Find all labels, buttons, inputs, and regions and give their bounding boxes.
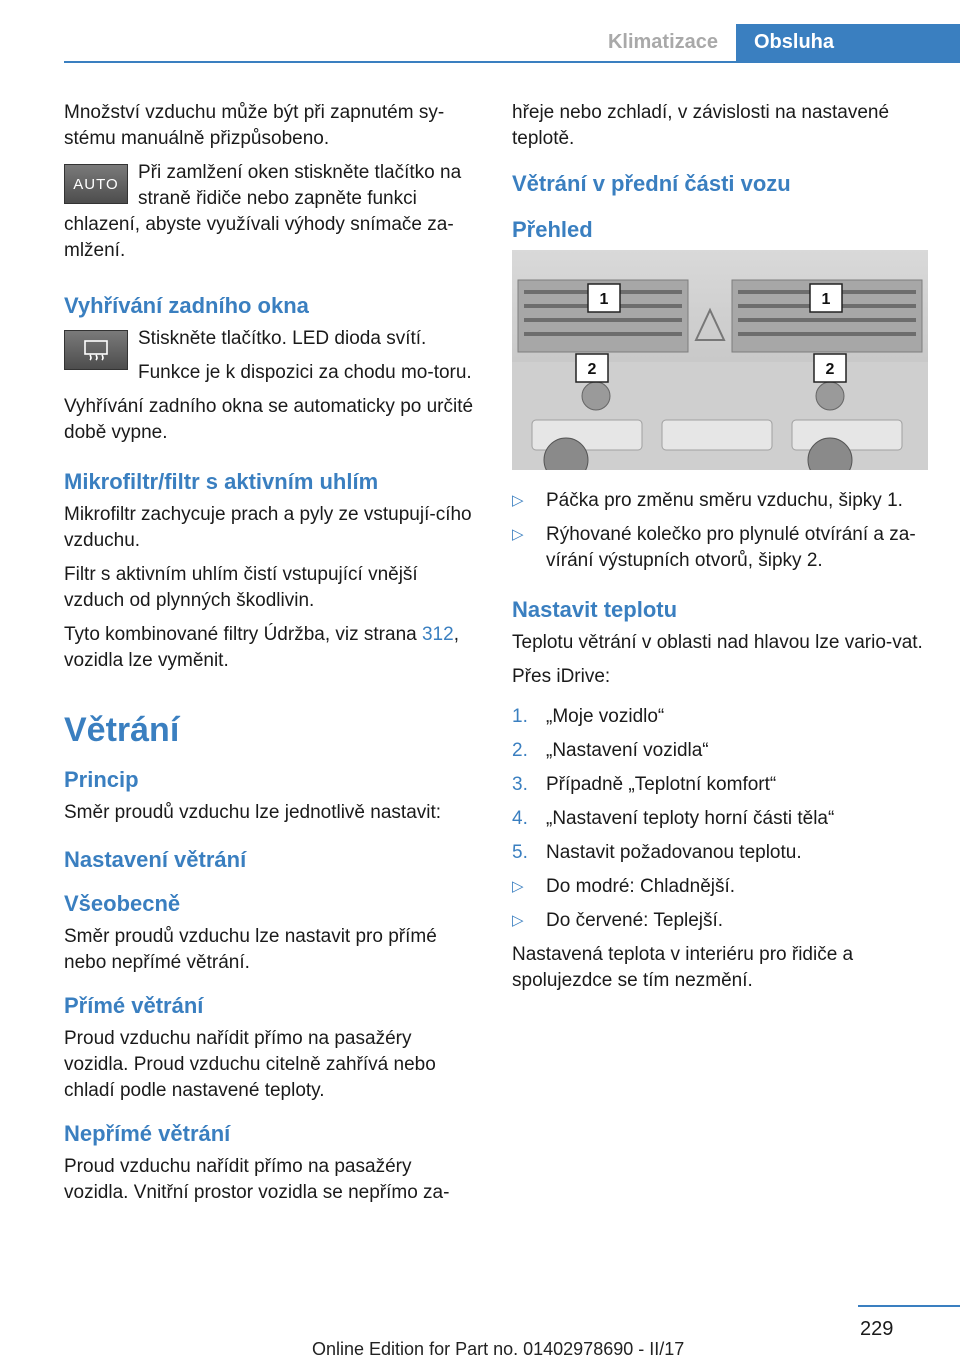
edition-note: Online Edition for Part no. 01402978690 - II/17 — [312, 1339, 685, 1359]
heading-filter: Mikrofiltr/filtr s aktivním uhlím — [64, 469, 379, 494]
triangle-bullet-icon: ▷ — [512, 878, 524, 895]
triangle-bullet-icon: ▷ — [512, 492, 524, 509]
triangle-bullet-icon: ▷ — [512, 526, 524, 543]
vent-photo — [512, 250, 928, 470]
svg-text:2: 2 — [587, 361, 597, 378]
page-number: 229 — [860, 1318, 894, 1340]
right-column — [512, 100, 930, 1002]
step-number: 5. — [512, 842, 528, 863]
triangle-bullet-icon: ▷ — [512, 912, 524, 929]
auto-paragraph — [64, 160, 476, 272]
list-item — [512, 488, 930, 514]
paragraph: Mikrofiltr zachycuje prach a pyly ze vstupují-cího vzduchu. — [64, 504, 472, 551]
list-item — [512, 806, 930, 832]
paragraph — [64, 622, 476, 674]
paragraph: Přes iDrive: — [512, 666, 611, 687]
rear-defrost-icon — [64, 330, 128, 370]
paragraph: Směr proudů vzduchu lze jednotlivě nastavit: — [64, 802, 442, 823]
list-item — [512, 908, 930, 934]
svg-text:2: 2 — [825, 361, 835, 378]
paragraph: Proud vzduchu nařídit přímo na pasažéry vozidla. Vnitřní prostor vozidla se nepřímo za- — [64, 1156, 450, 1203]
knurled-wheel-right — [816, 382, 844, 410]
list-item — [512, 704, 930, 730]
list-item-text: Do červené: Teplejší. — [546, 910, 724, 931]
rear-window-block — [64, 326, 476, 394]
left-column — [64, 100, 476, 1214]
heading-general: Všeobecně — [64, 891, 181, 916]
paragraph: Nastavená teplota v interiéru pro řidiče a spolujezdce se tím nezmění. — [512, 944, 854, 991]
list-item — [512, 840, 930, 866]
header-rule — [64, 61, 960, 63]
text: Tyto kombinované filtry Údržba, viz strana — [64, 624, 422, 645]
callout-arrow-2-left — [576, 354, 608, 382]
list-item-text: Páčka pro změnu směru vzduchu, šipky 1. — [546, 490, 903, 511]
callout-arrow-2-right — [814, 354, 846, 382]
steps-list — [512, 704, 930, 866]
list-item-text: Rýhované kolečko pro plynulé otvírání a za-vírání výstupních otvorů, šipky 2. — [546, 524, 916, 571]
svg-text:1: 1 — [821, 291, 831, 308]
tab-obsluha[interactable]: Obsluha — [736, 24, 960, 61]
paragraph: Vyhřívání zadního okna se automaticky po určité době vypne. — [64, 396, 474, 443]
step-number: 4. — [512, 808, 528, 829]
svg-text:1: 1 — [599, 291, 609, 308]
step-text: „Nastavení teploty horní části těla“ — [546, 808, 835, 829]
tab-klimatizace[interactable]: Klimatizace — [590, 24, 736, 61]
auto-icon-label: AUTO — [73, 175, 119, 193]
callout-arrow-1-left — [588, 284, 620, 312]
auto-button-icon — [64, 164, 128, 204]
step-text: „Moje vozidlo“ — [546, 706, 665, 727]
heading-rear-window: Vyhřívání zadního okna — [64, 293, 309, 318]
step-text: „Nastavení vozidla“ — [546, 740, 709, 761]
callout-arrow-1-right — [810, 284, 842, 312]
list-item — [512, 738, 930, 764]
page-link[interactable]: 312 — [421, 624, 454, 645]
text: , vozidla lze vyměnit. — [64, 624, 459, 671]
paragraph: Při zamlžení oken stiskněte tlačítko na straně řidiče nebo zapněte funkci chlazení, abyste využívali výhody snímače za-mlžení. — [64, 162, 462, 261]
list-item — [512, 522, 930, 574]
heading-set-temperature: Nastavit teplotu — [512, 597, 678, 622]
control-list — [512, 488, 930, 574]
paragraph: Teplotu větrání v oblasti nad hlavou lze vario-vat. — [512, 632, 923, 653]
sub-list — [512, 874, 930, 934]
paragraph: hřeje nebo zchladí, v závislosti na nastavené teplotě. — [512, 102, 890, 149]
heading-ventilation: Větrání — [64, 711, 180, 749]
heading-indirect: Nepřímé větrání — [64, 1121, 231, 1146]
heading-front-ventilation: Větrání v přední části vozu — [512, 171, 791, 196]
list-item — [512, 874, 930, 900]
step-text: Případně „Teplotní komfort“ — [546, 774, 777, 795]
step-number: 2. — [512, 740, 528, 761]
paragraph: Proud vzduchu nařídit přímo na pasažéry vozidla. Proud vzduchu citelně zahřívá nebo chladí podle nastavené teploty. — [64, 1028, 436, 1101]
step-text: Nastavit požadovanou teplotu. — [546, 842, 802, 863]
heading-direct: Přímé větrání — [64, 993, 204, 1018]
paragraph: Funkce je k dispozici za chodu mo-toru. — [138, 362, 472, 383]
heading-settings: Nastavení větrání — [64, 847, 247, 872]
paragraph: Stiskněte tlačítko. LED dioda svítí. — [138, 328, 427, 349]
list-item-text: Do modré: Chladnější. — [546, 876, 736, 897]
heading-principle: Princip — [64, 767, 139, 792]
paragraph: Směr proudů vzduchu lze nastavit pro přímé nebo nepřímé větrání. — [64, 926, 437, 973]
paragraph: Množství vzduchu může být při zapnutém sy-stému manuálně přizpůsobeno. — [64, 102, 445, 149]
step-number: 1. — [512, 706, 528, 727]
footer-rule — [858, 1305, 960, 1307]
list-item — [512, 772, 930, 798]
step-number: 3. — [512, 774, 528, 795]
paragraph: Filtr s aktivním uhlím čistí vstupující vnější vzduch od plynných škodlivin. — [64, 564, 418, 611]
heading-overview: Přehled — [512, 217, 593, 242]
knurled-wheel-left — [582, 382, 610, 410]
